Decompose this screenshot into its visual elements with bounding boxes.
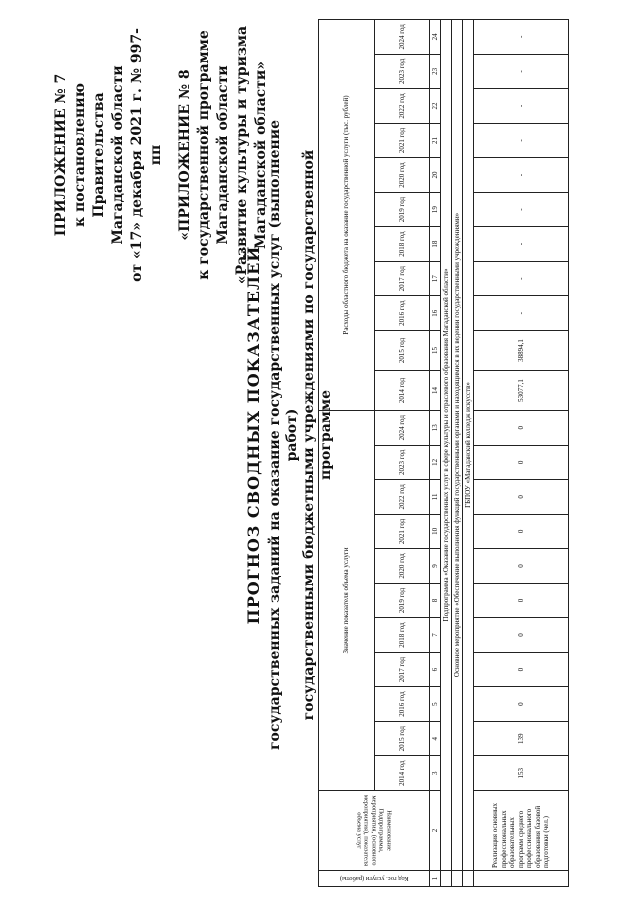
year-cell: 2018 год — [374, 227, 430, 262]
col-number: 16 — [430, 296, 441, 331]
col-number: 24 — [430, 20, 441, 55]
row-code — [474, 871, 569, 887]
annex-line: Магаданской области» — [253, 60, 269, 250]
year-cell: 2015 год — [374, 721, 430, 756]
volume-cell: 0 — [474, 652, 569, 687]
col-number: 21 — [430, 123, 441, 158]
expense-cell: - — [474, 261, 569, 296]
volume-cell: 153 — [474, 756, 569, 791]
expense-cell: - — [474, 20, 569, 55]
column-number-row — [430, 20, 441, 887]
year-cell: 2023 год — [374, 54, 430, 89]
expense-cell: - — [474, 54, 569, 89]
expense-cell: - — [474, 227, 569, 262]
volume-cell: 0 — [474, 549, 569, 584]
annex-line: Магаданской области — [110, 65, 126, 245]
annex-line: Магаданской области — [215, 65, 231, 245]
col-number: 13 — [430, 410, 441, 445]
col-number: 17 — [430, 261, 441, 296]
year-cell: 2024 год — [374, 410, 430, 445]
col-number: 2 — [430, 791, 441, 871]
year-cell: 2022 год — [374, 89, 430, 124]
annex-header — [52, 25, 271, 285]
col-number: 12 — [430, 445, 441, 480]
year-cell: 2017 год — [374, 652, 430, 687]
annex-line: ПРИЛОЖЕНИЕ № 7 — [53, 73, 69, 237]
col-number: 18 — [430, 227, 441, 262]
expense-cell: - — [474, 192, 569, 227]
row-name: Реализация основных профессиональных образовательных программ среднего профессионального образования базовой подготовки (чел.) — [474, 791, 569, 871]
title-sub-2: государственными бюджетными учреждениями по государственной программе — [301, 149, 334, 721]
col-number: 1 — [430, 871, 441, 887]
year-cell: 2015 год — [374, 330, 430, 370]
volume-cell: 0 — [474, 410, 569, 445]
institution-title: ГБПОУ «Магаданский колледж искусств» — [463, 20, 474, 871]
expense-cell: - — [474, 89, 569, 124]
col-number: 4 — [430, 721, 441, 756]
col-number: 15 — [430, 330, 441, 370]
volume-cell: 0 — [474, 618, 569, 653]
subprogram-row — [441, 20, 452, 887]
title-sub-1: государственных заданий на оказание государственных услуг (выполнение работ) — [267, 119, 300, 751]
year-cell: 2018 год — [374, 618, 430, 653]
volume-cell: 0 — [474, 514, 569, 549]
indicators-table — [318, 19, 569, 887]
year-cell: 2021 год — [374, 514, 430, 549]
header-code: Код гос. услуги (работы) — [319, 871, 430, 887]
annex-line: к постановлению Правительства — [72, 83, 107, 227]
volume-cell: 139 — [474, 721, 569, 756]
expense-cell: 53077,1 — [474, 370, 569, 410]
main-measure-row — [452, 20, 463, 887]
col-number: 19 — [430, 192, 441, 227]
title-main: ПРОГНОЗ СВОДНЫХ ПОКАЗАТЕЛЕЙ — [244, 245, 263, 625]
col-number: 23 — [430, 54, 441, 89]
col-number: 10 — [430, 514, 441, 549]
col-number: 8 — [430, 583, 441, 618]
expense-cell: - — [474, 296, 569, 331]
year-cell: 2014 год — [374, 370, 430, 410]
col-number: 6 — [430, 652, 441, 687]
col-number: 7 — [430, 618, 441, 653]
col-number: 9 — [430, 549, 441, 584]
col-number: 5 — [430, 687, 441, 722]
subprogram-title: Подпрограмма «Оказание государственных услуг в сфере культуры и отраслевого образования Магаданской области» — [441, 20, 452, 871]
year-cell: 2016 год — [374, 687, 430, 722]
expense-cell: - — [474, 158, 569, 193]
institution-row — [463, 20, 474, 887]
table-row — [474, 20, 569, 887]
volume-cell: 0 — [474, 583, 569, 618]
year-cell: 2022 год — [374, 480, 430, 515]
expense-cell: - — [474, 123, 569, 158]
annex-line: к государственной программе — [196, 30, 212, 280]
annex-line: от «17» декабря 2021 г. № 997-пп — [129, 28, 164, 282]
year-cell: 2023 год — [374, 445, 430, 480]
annex-line: «ПРИЛОЖЕНИЕ № 8 — [177, 69, 193, 241]
year-cell: 2019 год — [374, 583, 430, 618]
year-cell: 2020 год — [374, 549, 430, 584]
year-cell: 2016 год — [374, 296, 430, 331]
col-number: 22 — [430, 89, 441, 124]
table-group-header-row — [319, 20, 375, 887]
col-number: 3 — [430, 756, 441, 791]
header-name: Наименование Подпрограммы, мероприятия, (основного мероприятия), показателя объема услуг — [319, 791, 430, 871]
volume-cell: 0 — [474, 687, 569, 722]
year-cell: 2014 год — [374, 756, 430, 791]
header-volume-group: Значение показателя объема услуги — [319, 410, 375, 790]
year-cell: 2020 год — [374, 158, 430, 193]
table-year-header-row — [374, 20, 430, 887]
year-cell: 2019 год — [374, 192, 430, 227]
expense-cell: 38894,1 — [474, 330, 569, 370]
main-measure-title: Основное мероприятие «Обеспечение выполнения функций государственными органами и находящимися в их ведении государственными учреждениями» — [452, 20, 463, 871]
year-cell: 2024 год — [374, 20, 430, 55]
col-number: 11 — [430, 480, 441, 515]
header-expense-group: Расходы областного бюджета на оказание государственной услуги (тыс. рублей) — [319, 20, 375, 411]
volume-cell: 0 — [474, 445, 569, 480]
col-number: 14 — [430, 370, 441, 410]
year-cell: 2017 год — [374, 261, 430, 296]
volume-cell: 0 — [474, 480, 569, 515]
annex-line: «Развитие культуры и туризма — [234, 25, 250, 285]
year-cell: 2021 год — [374, 123, 430, 158]
col-number: 20 — [430, 158, 441, 193]
